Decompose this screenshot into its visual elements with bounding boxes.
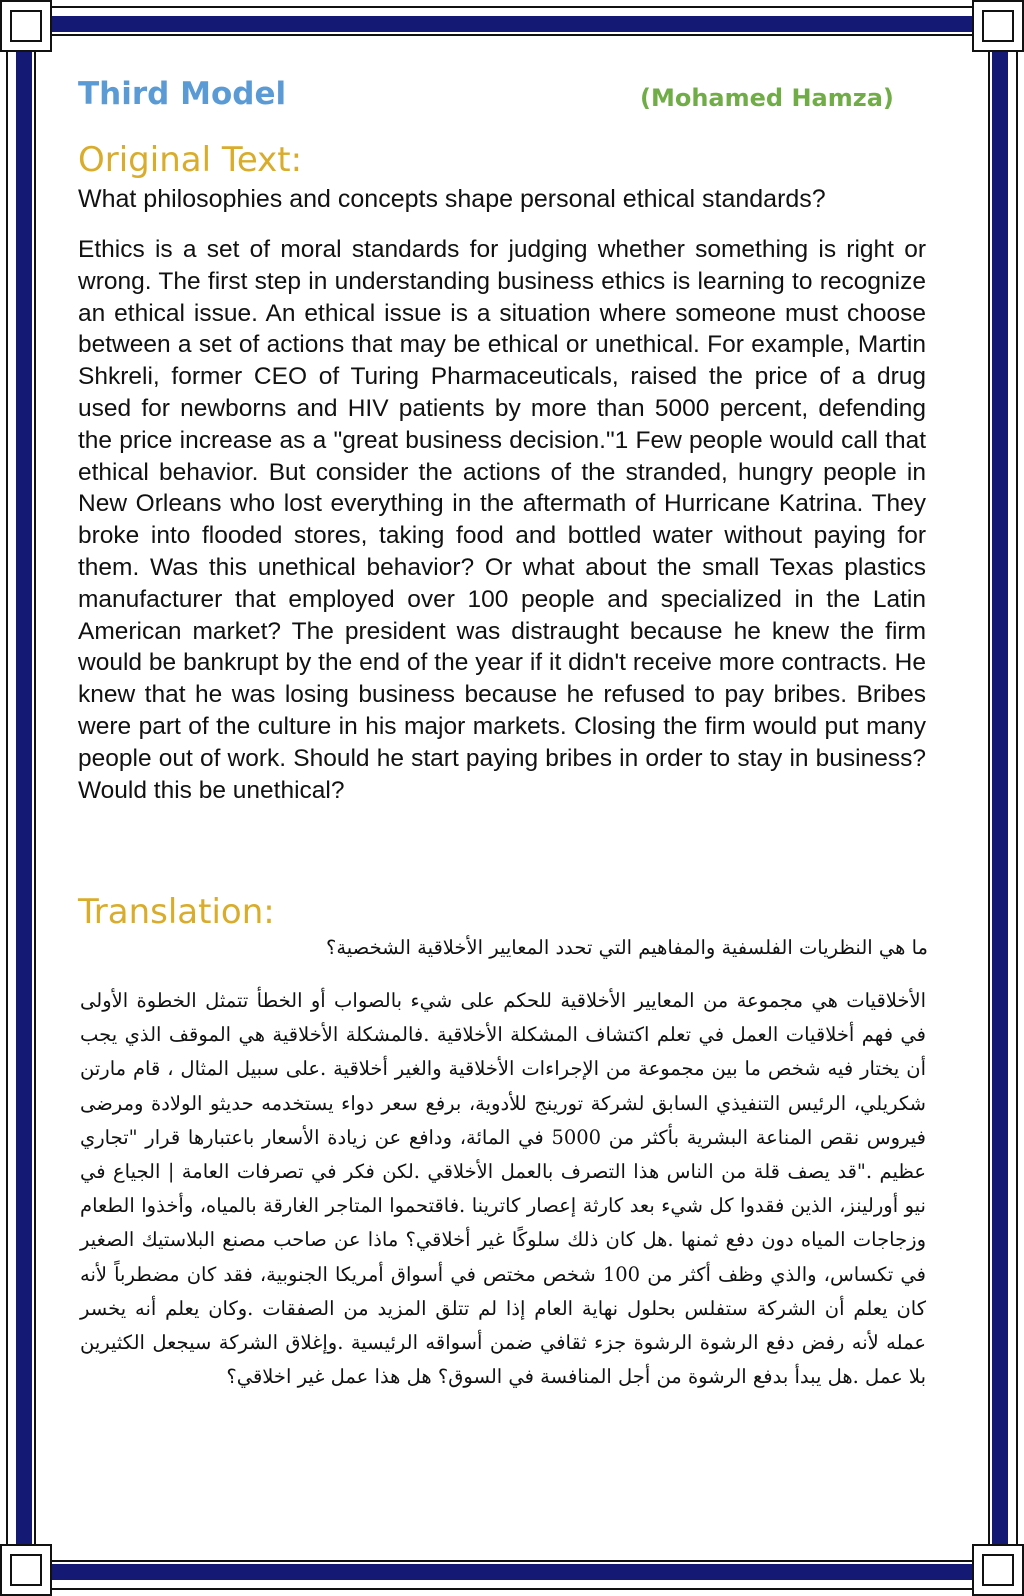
model-title: Third Model <box>78 76 287 112</box>
translation-question: ما هي النظريات الفلسفية والمفاهيم التي تحدد المعايير الأخلاقية الشخصية؟ <box>325 936 928 959</box>
corner-ornament-top-right <box>972 0 1024 52</box>
translation-body: الأخلاقيات هي مجموعة من المعايير الأخلاقية للحكم على شيء بالصواب أو الخطأ تتمثل الخطوة الأولى في فهم أخلاقيات العمل في تعلم اكتشاف المشكلة الأخلاقية .فالمشكلة الأخلاقية هي الموقف الذي يجب أن يختار فيه شخص ما بين مجموعة من الإجراءات الأخلاقية والغير أخلاقية .على سبيل المثال ، قام مارتن شكريلي، الرئيس التنفيذي السابق لشركة تورينج للأدوية، برفع سعر دواء يستخدمه حديثو الولادة ومرضى فيروس نقص المناعة البشرية بأكثر من 5000 في المائة، ودافع عن زيادة الأسعار باعتبارها قرار "تجاري عظيم ."قد يصف قلة من الناس هذا التصرف بالعمل الأخلاقي .لكن فكر في تصرفات العامة | الجياع في نيو أورلينز، الذين فقدوا كل شيء بعد كارثة إعصار كاترينا .فاقتحموا المتاجر الغارقة بالمياه، وأخذوا الطعام وزجاجات المياه دون دفع ثمنها .هل كان ذلك سلوكًا غير أخلاقي؟ ماذا عن صاحب مصنع البلاستيك الصغير في تكساس، والذي وظف أكثر من 100 شخص مختص في أسواق أمريكا الجنوبية، فقد كان مضطرباً لأنه كان يعلم أن الشركة ستفلس بحلول نهاية العام إذا لم تتلق المزيد من الصفقات .وكان يعلم أنه يخسر عمله لأنه رفض دفع الرشوة الرشوة جزء ثقافي ضمن أسواقه الرئيسية .وإغلاق الشركة سيجعل الكثيرين بلا عمل .هل يبدأ بدفع الرشوة من أجل المنافسة في السوق؟ هل هذا عمل غير اخلاقي؟ <box>80 989 926 1389</box>
translation-heading: Translation: <box>78 892 275 932</box>
original-question: What philosophies and concepts shape personal ethical standards? <box>78 185 826 213</box>
original-body: Ethics is a set of moral standards for judging whether something is right or wrong. The first step in understanding business ethics is learning to recognize an ethical issue. An ethical issue is a situation where someone must choose between a set of actions that may be ethical or unethical. For example, Martin Shkreli, former CEO of Turing Pharmaceuticals, raised the price of a drug used for newborns and HIV patients by more than 5000 percent, defending the price increase as a "great business decision."1 Few people would call that ethical behavior. But consider the actions of the stranded, hungry people in New Orleans who lost everything in the aftermath of Hurricane Katrina. They broke into flooded stores, taking food and bottled water without paying for them. Was this unethical behavior? Or what about the small Texas plastics manufacturer that employed over 100 people and specialized in the Latin American market? The president was distraught because he knew the firm would be bankrupt by the end of the year if it didn't receive more contracts. He knew that he was losing business because he refused to pay bribes. Bribes were part of the culture in his major markets. Closing the firm would put many people out of work. Should he start paying bribes in order to stay in business? Would this be unethical? <box>78 236 926 804</box>
author-name: (Mohamed Hamza) <box>640 84 894 112</box>
corner-ornament-top-left <box>0 0 52 52</box>
corner-ornament-bottom-left <box>0 1544 52 1596</box>
original-text-heading: Original Text: <box>78 140 303 180</box>
corner-ornament-bottom-right <box>972 1544 1024 1596</box>
